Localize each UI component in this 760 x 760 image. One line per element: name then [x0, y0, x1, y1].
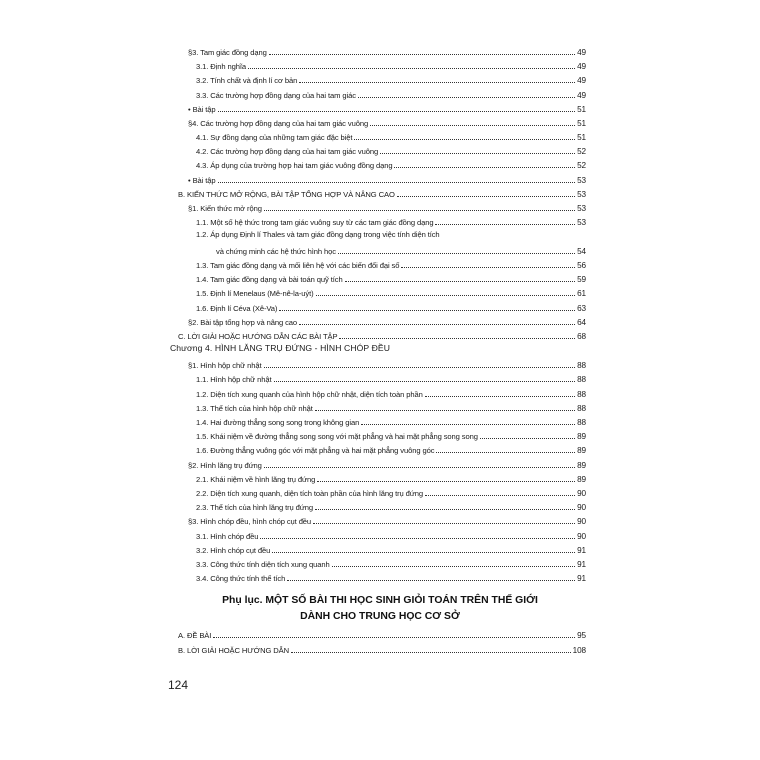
toc-entry: [196, 484, 586, 498]
dot-leader: [218, 182, 576, 183]
page-number: 124: [168, 678, 189, 692]
toc-entry: [196, 299, 586, 313]
dot-leader: [279, 310, 575, 311]
toc-entry-page: 52: [577, 147, 586, 156]
toc-entry-label: §2. Hình lăng trụ đứng: [188, 461, 262, 470]
toc-entry-label: 2.1. Khái niệm về hình lăng trụ đứng: [196, 475, 316, 484]
dot-leader: [370, 125, 575, 126]
dot-leader: [313, 523, 575, 524]
appendix-title-line2: DÀNH CHO TRUNG HỌC CƠ SỞ: [300, 611, 460, 622]
toc-entry-page: 91: [577, 560, 586, 569]
toc-entry-label: 1.4. Tam giác đồng dạng và bài toán quỹ tích: [196, 275, 343, 284]
toc-entry-page: 90: [577, 489, 586, 498]
toc-entry-page: 53: [577, 204, 586, 213]
toc-entry-label: 3.4. Công thức tính thể tích: [196, 574, 286, 583]
toc-entry-label: 4.2. Các trường hợp đồng dạng của hai tam giác vuông: [196, 147, 379, 156]
appendix-title-line1: Phụ lục. MỘT SỐ BÀI THI HỌC SINH GIỎI TOÁN TRÊN THẾ GIỚI: [222, 595, 538, 606]
toc-entry: [196, 128, 586, 142]
toc-entry: [196, 142, 586, 156]
toc-entry-label: 3.1. Hình chóp đều: [196, 532, 259, 541]
toc-entry-page: 49: [577, 91, 586, 100]
toc-entry-label: và chứng minh các hệ thức hình học: [216, 247, 336, 256]
dot-leader: [380, 153, 575, 154]
toc-entry-label: A. ĐỀ BÀI: [178, 631, 212, 640]
toc-entry: [196, 427, 586, 441]
toc-entry-page: 64: [577, 318, 586, 327]
toc-entry: [188, 114, 586, 128]
toc-entry: [188, 100, 586, 114]
toc-entry-page: 90: [577, 517, 586, 526]
toc-entry: [196, 156, 586, 170]
toc-entry-page: 108: [572, 646, 586, 655]
dot-leader: [274, 381, 576, 382]
dot-leader: [480, 438, 575, 439]
dot-leader: [345, 281, 575, 282]
toc-entry: [188, 171, 586, 185]
toc-entry: [196, 470, 586, 484]
dot-leader: [435, 224, 575, 225]
toc-entry-page: 95: [577, 631, 586, 640]
dot-leader: [358, 97, 575, 98]
dot-leader: [291, 652, 571, 653]
toc-entry-page: 56: [577, 261, 586, 270]
toc-entry-page: 91: [577, 574, 586, 583]
toc-entry-page: 54: [577, 247, 586, 256]
toc-entry-label: • Bài tập: [188, 176, 216, 185]
dot-leader: [218, 111, 576, 112]
toc-entry: [196, 555, 586, 569]
toc-entry: [196, 569, 586, 583]
dot-leader: [317, 481, 575, 482]
toc-entry-page: 89: [577, 461, 586, 470]
toc-entry-page: 52: [577, 161, 586, 170]
dot-leader: [436, 452, 575, 453]
dot-leader: [316, 295, 576, 296]
toc-entry-label: 4.1. Sự đồng dạng của những tam giác đặc biệt: [196, 133, 353, 142]
dot-leader: [299, 82, 575, 83]
dot-leader: [315, 410, 575, 411]
dot-leader: [287, 580, 575, 581]
toc-entry-page: 51: [577, 119, 586, 128]
toc-entry: [196, 256, 586, 270]
toc-entry: [196, 270, 586, 284]
toc-entry-label: B. LỜI GIẢI HOẶC HƯỚNG DẪN: [178, 646, 290, 655]
toc-entry-label: 1.4. Hai đường thẳng song song trong không gian: [196, 418, 360, 427]
toc-entry: [196, 284, 586, 298]
toc-entry-page: 61: [577, 289, 586, 298]
toc-entry-page: 90: [577, 532, 586, 541]
toc-entry-label: 1.5. Khái niệm về đường thẳng song song với mặt phẳng và hai mặt phẳng song song: [196, 432, 478, 441]
toc-entry: [188, 313, 586, 327]
toc-entry: [178, 626, 586, 640]
toc-entry-label: 1.1. Hình hộp chữ nhật: [196, 375, 272, 384]
toc-entry-page: 49: [577, 48, 586, 57]
toc-entry-label: 2.3. Thể tích của hình lăng trụ đứng: [196, 503, 314, 512]
dot-leader: [315, 509, 575, 510]
toc-entry-page: 59: [577, 275, 586, 284]
toc-entry-label: 2.2. Diện tích xung quanh, diện tích toàn phần của hình lăng trụ đứng: [196, 489, 424, 498]
toc-entry-label: 1.2. Áp dụng Định lí Thales và tam giác đồng dạng trong việc tính diện tích: [196, 230, 440, 239]
toc-entry: [188, 199, 586, 213]
toc-entry-label: 1.3. Tam giác đồng dạng và mối liên hệ với các biến đổi đại số: [196, 261, 400, 270]
dot-leader: [339, 338, 575, 339]
toc-entry: [188, 512, 586, 526]
dot-leader: [425, 495, 575, 496]
toc-entry-page: 89: [577, 432, 586, 441]
toc-entry: [196, 86, 586, 100]
toc-entry: [196, 213, 586, 227]
toc-entry-page: 89: [577, 475, 586, 484]
toc-entry-label: 1.2. Diện tích xung quanh của hình hộp chữ nhật, diện tích toàn phần: [196, 390, 423, 399]
toc-entry-label: • Bài tập: [188, 105, 216, 114]
toc-entry-label: §3. Tam giác đồng dạng: [188, 48, 267, 57]
toc-entry-page: 49: [577, 62, 586, 71]
dot-leader: [248, 68, 575, 69]
toc-entry: [196, 498, 586, 512]
toc-entry-label: §4. Các trường hợp đồng dạng của hai tam giác vuông: [188, 119, 369, 128]
dot-leader: [394, 167, 575, 168]
toc-entry: [178, 327, 586, 341]
toc-entry-page: 49: [577, 76, 586, 85]
toc-entry: [196, 385, 586, 399]
toc-entry-label: 1.1. Một số hệ thức trong tam giác vuông suy từ các tam giác đồng dạng: [196, 218, 434, 227]
toc-entry-page: 88: [577, 390, 586, 399]
toc-entry: [178, 185, 586, 199]
toc-entry-page: 63: [577, 304, 586, 313]
toc-entry-label: 1.6. Định lí Céva (Xê-Va): [196, 304, 278, 313]
toc-entry: [188, 456, 586, 470]
toc-entry-page: 51: [577, 133, 586, 142]
toc-entry-page: 89: [577, 446, 586, 455]
toc-entry: [178, 641, 586, 655]
toc-entry-page: 91: [577, 546, 586, 555]
toc-entry-label: 1.6. Đường thẳng vuông góc với mặt phẳng và hai mặt phẳng vuông góc: [196, 446, 435, 455]
dot-leader: [401, 267, 575, 268]
toc-entry: [216, 242, 586, 256]
toc-entry: [196, 413, 586, 427]
dot-leader: [354, 139, 575, 140]
toc-entry-page: 53: [577, 176, 586, 185]
toc-entry-page: 53: [577, 218, 586, 227]
dot-leader: [264, 467, 575, 468]
toc-entry: [188, 356, 586, 370]
toc-entry-page: 53: [577, 190, 586, 199]
toc-entry-label: B. KIẾN THỨC MỞ RỘNG, BÀI TẬP TỔNG HỢP VÀ NÂNG CAO: [178, 190, 395, 199]
toc-entry: [196, 370, 586, 384]
toc-entry-page: 88: [577, 361, 586, 370]
toc-entry-label: C. LỜI GIẢI HOẶC HƯỚNG DẪN CÁC BÀI TẬP: [178, 332, 338, 341]
toc-entry: [196, 71, 586, 85]
toc-entry-label: 4.3. Áp dụng của trường hợp hai tam giác vuông đồng dạng: [196, 161, 393, 170]
dot-leader: [213, 637, 575, 638]
toc-entry-page: 51: [577, 105, 586, 114]
dot-leader: [272, 552, 575, 553]
toc-entry-label: §2. Bài tập tổng hợp và nâng cao: [188, 318, 298, 327]
toc-entry-page: 88: [577, 404, 586, 413]
chapter-heading: Chương 4. HÌNH LĂNG TRỤ ĐỨNG - HÌNH CHÓP ĐỀU: [170, 343, 391, 353]
toc-entry-label: §3. Hình chóp đều, hình chóp cụt đều: [188, 517, 312, 526]
toc-entry-label: 1.5. Định lí Menelaus (Mê-nê-la-uýt): [196, 289, 314, 298]
toc-entry-label: 1.3. Thể tích của hình hộp chữ nhật: [196, 404, 313, 413]
toc-entry-label: §1. Kiến thức mở rộng: [188, 204, 262, 213]
toc-entry: [196, 57, 586, 71]
dot-leader: [338, 253, 575, 254]
toc-entry-label: 3.3. Các trường hợp đồng dạng của hai tam giác: [196, 91, 356, 100]
toc-entry-label: 3.2. Hình chóp cụt đều: [196, 546, 271, 555]
dot-leader: [361, 424, 575, 425]
dot-leader: [264, 367, 576, 368]
toc-entry-label: 3.1. Định nghĩa: [196, 62, 247, 71]
toc-entry: [196, 441, 586, 455]
toc-entry: [188, 43, 586, 57]
toc-entry: [196, 527, 586, 541]
dot-leader: [425, 396, 575, 397]
toc-entry-page: 88: [577, 418, 586, 427]
dot-leader: [264, 210, 575, 211]
toc-entry-label: §1. Hình hộp chữ nhật: [188, 361, 262, 370]
toc-entry-page: 88: [577, 375, 586, 384]
dot-leader: [269, 54, 575, 55]
dot-leader: [299, 324, 575, 325]
toc-entry: [196, 541, 586, 555]
dot-leader: [397, 196, 575, 197]
toc-entry-label: 3.2. Tính chất và định lí cơ bản: [196, 76, 298, 85]
toc-entry-page: 68: [577, 332, 586, 341]
toc-entry-label: 3.3. Công thức tính diện tích xung quanh: [196, 560, 330, 569]
dot-leader: [332, 566, 575, 567]
dot-leader: [260, 538, 575, 539]
toc-entry-page: 90: [577, 503, 586, 512]
toc-entry: [196, 399, 586, 413]
